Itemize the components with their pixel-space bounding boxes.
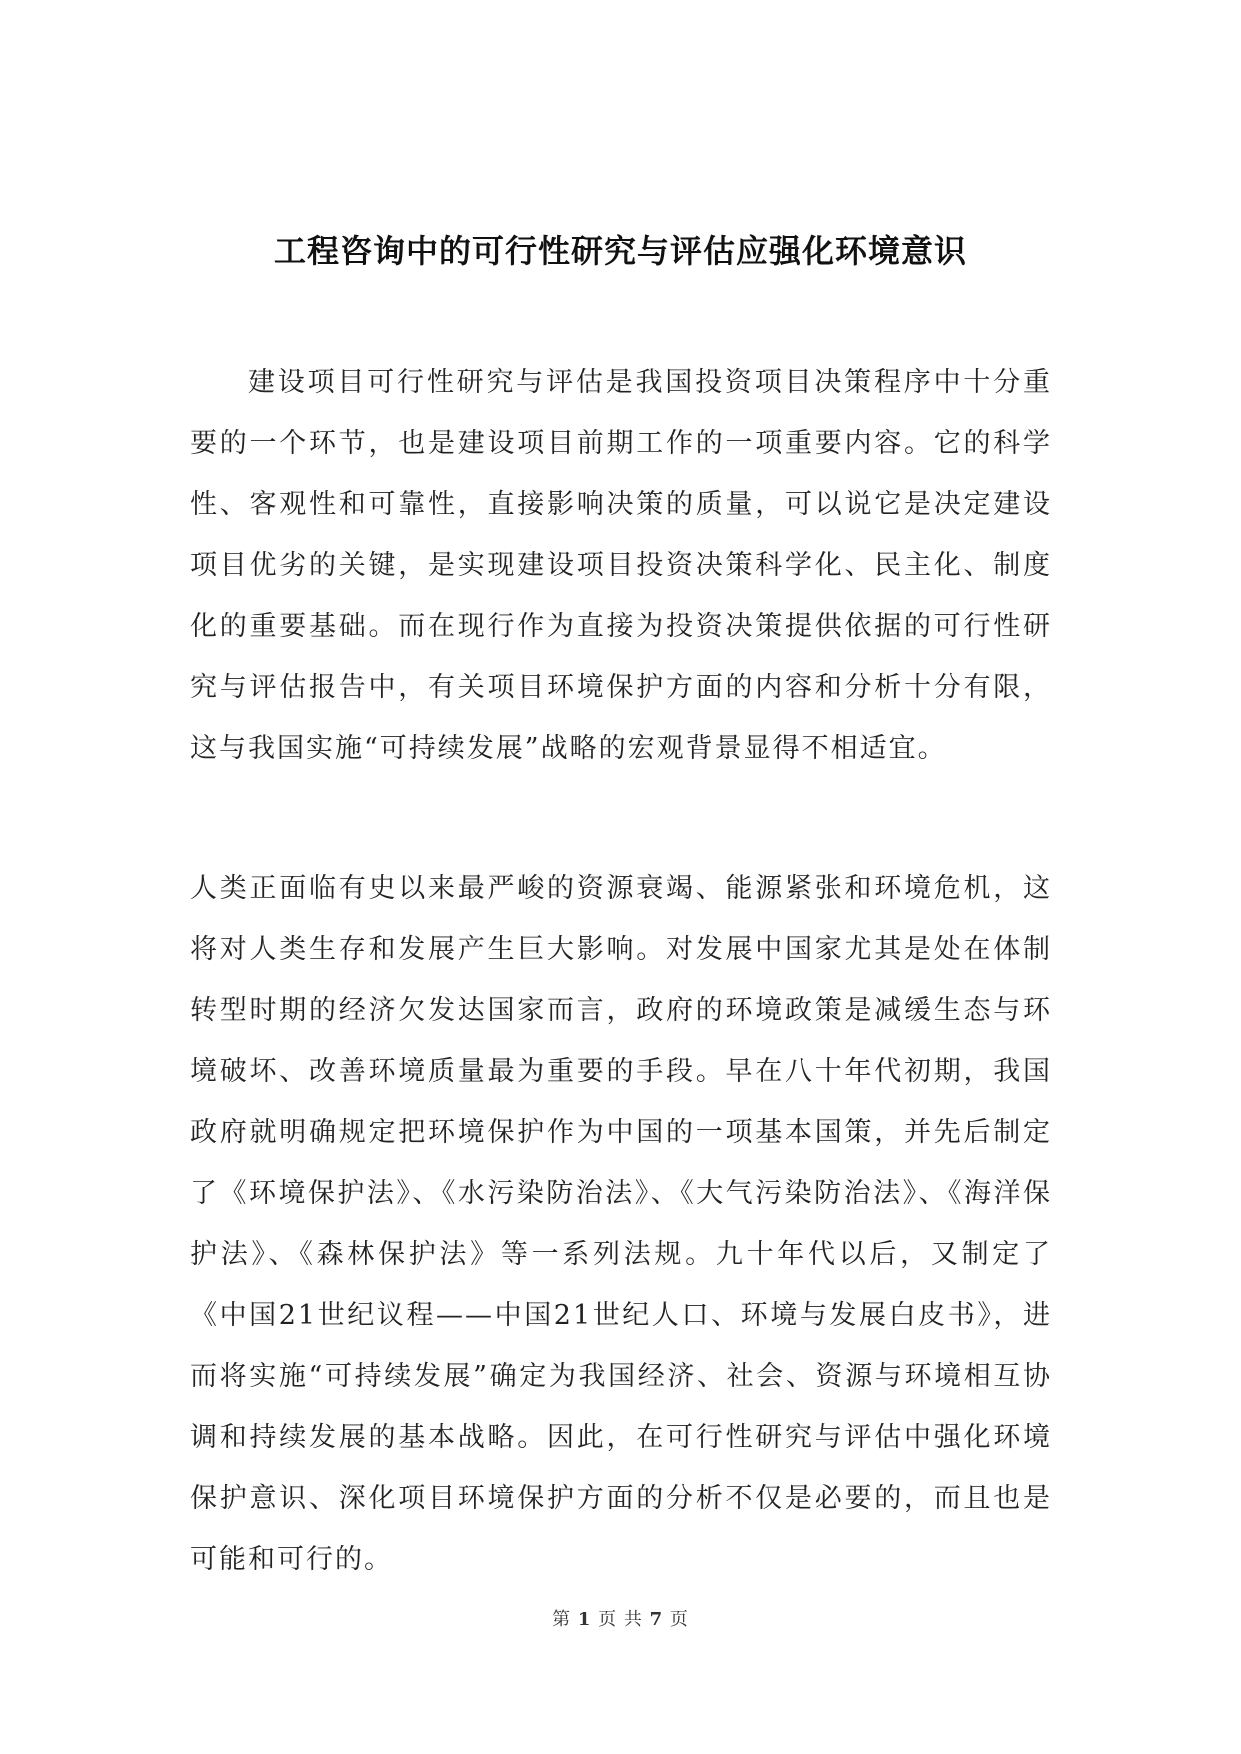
footer-suffix: 页 bbox=[669, 1609, 689, 1630]
total-page-number: 7 bbox=[649, 1609, 664, 1630]
document-title: 工程咨询中的可行性研究与评估应强化环境意识 bbox=[273, 232, 967, 270]
footer-middle: 页 共 bbox=[598, 1609, 643, 1630]
paragraph-2: 人类正面临有史以来最严峻的资源衰竭、能源紧张和环境危机，这将对人类生存和发展产生巨大影响。对发展中国家尤其是处在体制转型时期的经济欠发达国家而言，政府的环境政策是减缓生态与环境破坏、改善环境质量最为重要的手段。早在八十年代初期，我国政府就明确规定把环境保护作为中国的一项基本国策，并先后制定了《环境保护法》、《水污染防治法》、《大气污染防治法》、《海洋保护法》、《森林保护法》等一系列法规。九十年代以后，又制定了《中国21世纪议程——中国21世纪人口、环境与发展白皮书》，进而将实施“可持续发展”确定为我国经济、社会、资源与环境相互协调和持续发展的基本战略。因此，在可行性研究与评估中强化环境保护意识、深化项目环境保护方面的分析不仅是必要的，而且也是可能和可行的。 bbox=[190, 873, 1052, 1575]
paragraph-1: 建设项目可行性研究与评估是我国投资项目决策程序中十分重要的一个环节，也是建设项目前期工作的一项重要内容。它的科学性、客观性和可靠性，直接影响决策的质量，可以说它是决定建设项目优劣的关键，是实现建设项目投资决策科学化、民主化、制度化的重要基础。而在现行作为直接为投资决策提供依据的可行性研究与评估报告中，有关项目环境保护方面的内容和分析十分有限，这与我国实施“可持续发展”战略的宏观背景显得不相适宜。 bbox=[190, 367, 1052, 764]
current-page-number: 1 bbox=[577, 1609, 592, 1630]
page-footer bbox=[0, 1605, 1241, 1631]
footer-prefix: 第 bbox=[552, 1609, 572, 1630]
